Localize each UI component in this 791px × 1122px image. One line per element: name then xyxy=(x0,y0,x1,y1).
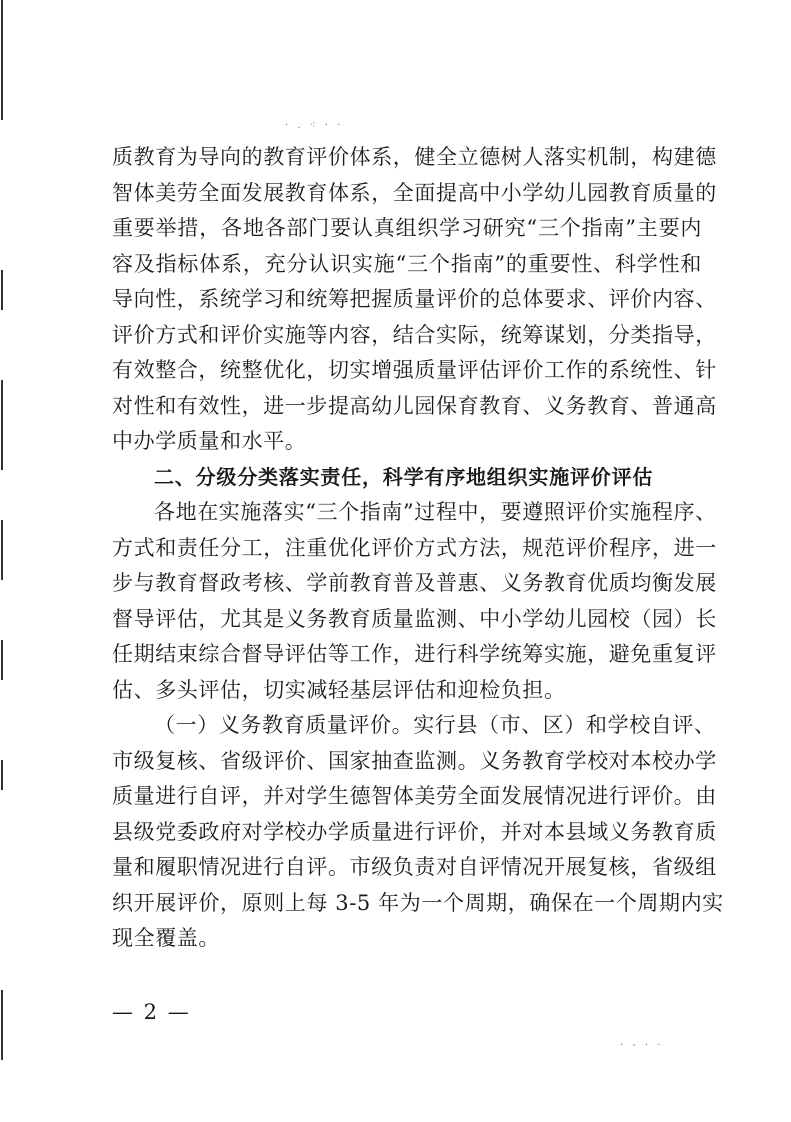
text-line: 对性和有效性，进一步提高幼儿园保育教育、义务教育、普通高 xyxy=(112,393,717,418)
text-line: 重要举措，各地各部门要认真组织学习研究“三个指南”主要内 xyxy=(112,216,702,240)
text-line: 有效整合，统整优化，切实增强质量评估评价工作的系统性、针 xyxy=(112,358,717,382)
paragraph-3 xyxy=(112,708,724,957)
text-line: 督导评估，尤其是义务教育质量监测、中小学幼儿园校（园）长 xyxy=(112,606,717,631)
paragraph-1 xyxy=(112,140,717,460)
text-line: 评价方式和评价实施等内容，结合实际，统筹谋划，分类指导， xyxy=(112,322,717,347)
scan-specks-bottom: · - · · xyxy=(620,1040,664,1051)
scan-edge-marks xyxy=(0,0,6,1122)
text-line: 市级复核、省级评价、国家抽查监测。义务教育学校对本校办学 xyxy=(112,748,717,773)
text-line: 质教育为导向的教育评价体系，健全立德树人落实机制，构建德 xyxy=(112,145,717,169)
text-line: 各地在实施落实“三个指南”过程中，要遵照评价实施程序、 xyxy=(154,500,717,524)
text-line: 质量进行自评，并对学生德智体美劳全面发展情况进行评价。由 xyxy=(112,784,717,808)
text-line: 任期结束综合督导评估等工作，进行科学统筹实施，避免重复评 xyxy=(112,642,717,666)
text-line: 估、多头评估，切实减轻基层评估和迎检负担。 xyxy=(112,677,566,702)
document-body xyxy=(112,140,724,957)
scan-specks-top: · . ⁖ · · xyxy=(285,120,344,131)
text-line: 智体美劳全面发展教育体系，全面提高中小学幼儿园教育质量的 xyxy=(112,180,717,205)
text-line: 县级党委政府对学校办学质量进行评价，并对本县域义务教育质 xyxy=(112,819,717,844)
text-line: 方式和责任分工，注重优化评价方式方法，规范评价程序，进一 xyxy=(112,535,717,560)
text-line: 步与教育督政考核、学前教育普及普惠、义务教育优质均衡发展 xyxy=(112,571,717,595)
text-line: 中办学质量和水平。 xyxy=(112,429,307,453)
section-heading: 二、分级分类落实责任，科学有序地组织实施评价评估 xyxy=(154,464,654,489)
text-line: 量和履职情况进行自评。市级负责对自评情况开展复核，省级组 xyxy=(112,855,717,879)
text-line: 织开展评价，原则上每 3-5 年为一个周期，确保在一个周期内实 xyxy=(112,890,724,915)
text-line: 现全覆盖。 xyxy=(112,926,220,950)
page-number: — 2 — xyxy=(112,1000,191,1024)
text-line: （一）义务教育质量评价。实行县（市、区）和学校自评、 xyxy=(154,713,716,737)
text-line: 导向性，系统学习和统筹把握质量评价的总体要求、评价内容、 xyxy=(112,287,717,311)
text-line: 容及指标体系，充分认识实施“三个指南”的重要性、科学性和 xyxy=(112,251,702,276)
paragraph-2 xyxy=(112,495,717,708)
